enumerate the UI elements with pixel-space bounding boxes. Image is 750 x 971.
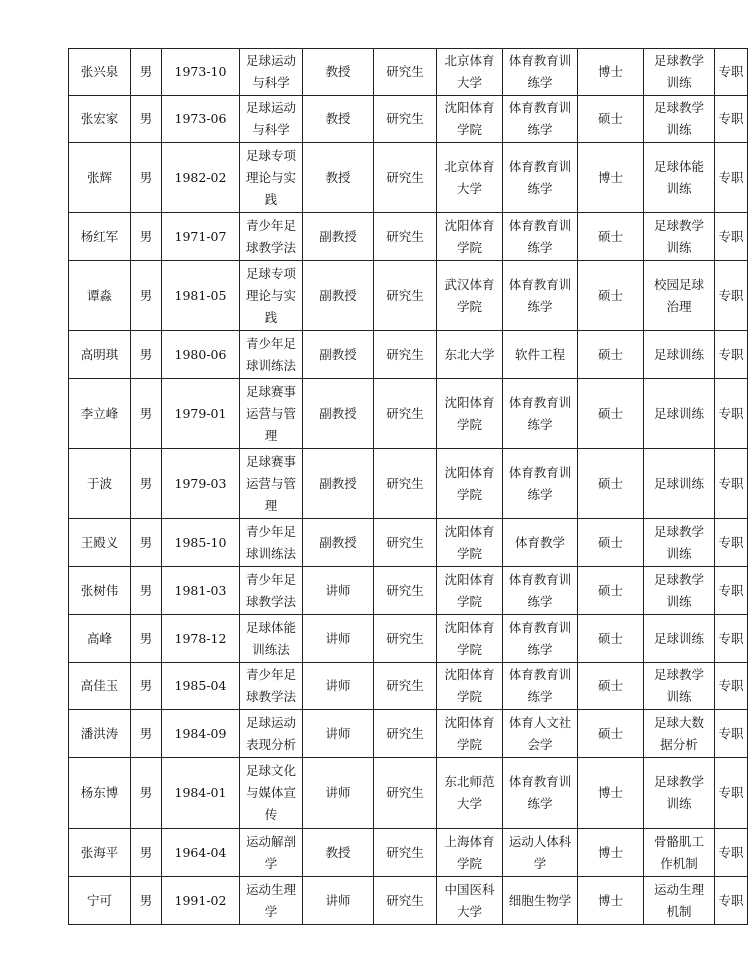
cell-education: 研究生 (374, 829, 437, 877)
cell-major: 体育教育训练学 (503, 96, 578, 143)
cell-major: 体育教育训练学 (503, 615, 578, 663)
cell-gender: 男 (131, 829, 162, 877)
cell-gender: 男 (131, 758, 162, 829)
cell-title: 讲师 (303, 567, 374, 615)
cell-name: 宁可 (69, 877, 131, 925)
cell-graduate-school: 沈阳体育学院 (437, 615, 503, 663)
cell-degree: 硕士 (578, 710, 644, 758)
cell-degree: 硕士 (578, 449, 644, 519)
cell-graduate-school: 沈阳体育学院 (437, 449, 503, 519)
cell-research-area: 足球训练 (644, 449, 715, 519)
cell-title: 副教授 (303, 379, 374, 449)
cell-birth: 1985-10 (162, 519, 240, 567)
cell-title: 讲师 (303, 615, 374, 663)
cell-gender: 男 (131, 877, 162, 925)
cell-major: 体育教育训练学 (503, 143, 578, 213)
cell-name: 高佳玉 (69, 663, 131, 710)
cell-birth: 1981-03 (162, 567, 240, 615)
cell-major: 体育人文社会学 (503, 710, 578, 758)
cell-graduate-school: 沈阳体育学院 (437, 567, 503, 615)
table-row (69, 615, 748, 663)
faculty-table (68, 48, 748, 925)
cell-birth: 1981-05 (162, 261, 240, 331)
cell-gender: 男 (131, 261, 162, 331)
table-row (69, 829, 748, 877)
cell-name: 杨东博 (69, 758, 131, 829)
cell-research-area: 足球训练 (644, 379, 715, 449)
cell-graduate-school: 上海体育学院 (437, 829, 503, 877)
cell-gender: 男 (131, 519, 162, 567)
faculty-table-body (69, 49, 748, 925)
cell-major: 体育教学 (503, 519, 578, 567)
cell-course: 青少年足球训练法 (240, 519, 303, 567)
cell-gender: 男 (131, 449, 162, 519)
cell-gender: 男 (131, 710, 162, 758)
cell-degree: 博士 (578, 829, 644, 877)
cell-major: 体育教育训练学 (503, 758, 578, 829)
cell-employment-type: 专职 (715, 449, 748, 519)
cell-research-area: 足球教学训练 (644, 663, 715, 710)
cell-major: 运动人体科学 (503, 829, 578, 877)
cell-employment-type: 专职 (715, 615, 748, 663)
cell-education: 研究生 (374, 519, 437, 567)
cell-degree: 硕士 (578, 96, 644, 143)
cell-name: 张辉 (69, 143, 131, 213)
cell-title: 教授 (303, 143, 374, 213)
cell-research-area: 足球大数据分析 (644, 710, 715, 758)
cell-research-area: 足球教学训练 (644, 213, 715, 261)
cell-course: 青少年足球教学法 (240, 663, 303, 710)
cell-gender: 男 (131, 96, 162, 143)
table-row (69, 567, 748, 615)
table-row (69, 449, 748, 519)
cell-graduate-school: 武汉体育学院 (437, 261, 503, 331)
cell-employment-type: 专职 (715, 710, 748, 758)
cell-birth: 1984-09 (162, 710, 240, 758)
cell-gender: 男 (131, 379, 162, 449)
cell-title: 讲师 (303, 758, 374, 829)
cell-major: 细胞生物学 (503, 877, 578, 925)
cell-employment-type: 专职 (715, 261, 748, 331)
cell-major: 体育教育训练学 (503, 567, 578, 615)
cell-degree: 硕士 (578, 331, 644, 379)
cell-education: 研究生 (374, 143, 437, 213)
table-row (69, 213, 748, 261)
cell-course: 足球运动表现分析 (240, 710, 303, 758)
cell-name: 王殿义 (69, 519, 131, 567)
cell-employment-type: 专职 (715, 758, 748, 829)
cell-name: 李立峰 (69, 379, 131, 449)
cell-name: 高峰 (69, 615, 131, 663)
table-row (69, 331, 748, 379)
cell-birth: 1971-07 (162, 213, 240, 261)
cell-graduate-school: 沈阳体育学院 (437, 96, 503, 143)
cell-graduate-school: 北京体育大学 (437, 143, 503, 213)
cell-gender: 男 (131, 615, 162, 663)
cell-research-area: 足球教学训练 (644, 519, 715, 567)
cell-gender: 男 (131, 331, 162, 379)
table-row (69, 261, 748, 331)
cell-birth: 1973-06 (162, 96, 240, 143)
cell-graduate-school: 东北师范大学 (437, 758, 503, 829)
cell-degree: 博士 (578, 143, 644, 213)
cell-name: 潘洪涛 (69, 710, 131, 758)
cell-education: 研究生 (374, 96, 437, 143)
cell-education: 研究生 (374, 213, 437, 261)
cell-gender: 男 (131, 213, 162, 261)
cell-education: 研究生 (374, 331, 437, 379)
cell-research-area: 足球教学训练 (644, 758, 715, 829)
cell-title: 教授 (303, 49, 374, 96)
cell-title: 讲师 (303, 710, 374, 758)
cell-birth: 1984-01 (162, 758, 240, 829)
cell-graduate-school: 沈阳体育学院 (437, 519, 503, 567)
cell-graduate-school: 北京体育大学 (437, 49, 503, 96)
cell-name: 高明琪 (69, 331, 131, 379)
cell-birth: 1982-02 (162, 143, 240, 213)
cell-employment-type: 专职 (715, 331, 748, 379)
cell-major: 体育教育训练学 (503, 663, 578, 710)
cell-gender: 男 (131, 143, 162, 213)
cell-birth: 1978-12 (162, 615, 240, 663)
cell-gender: 男 (131, 663, 162, 710)
cell-employment-type: 专职 (715, 663, 748, 710)
table-row (69, 49, 748, 96)
cell-course: 运动生理学 (240, 877, 303, 925)
cell-employment-type: 专职 (715, 829, 748, 877)
cell-course: 足球专项理论与实践 (240, 143, 303, 213)
cell-birth: 1973-10 (162, 49, 240, 96)
cell-employment-type: 专职 (715, 379, 748, 449)
cell-employment-type: 专职 (715, 567, 748, 615)
cell-major: 体育教育训练学 (503, 261, 578, 331)
cell-employment-type: 专职 (715, 519, 748, 567)
cell-employment-type: 专职 (715, 49, 748, 96)
cell-degree: 硕士 (578, 567, 644, 615)
cell-major: 体育教育训练学 (503, 213, 578, 261)
cell-research-area: 足球教学训练 (644, 567, 715, 615)
cell-education: 研究生 (374, 615, 437, 663)
cell-course: 运动解剖学 (240, 829, 303, 877)
cell-gender: 男 (131, 49, 162, 96)
cell-name: 张兴泉 (69, 49, 131, 96)
cell-research-area: 骨骼肌工作机制 (644, 829, 715, 877)
cell-title: 副教授 (303, 519, 374, 567)
cell-degree: 硕士 (578, 213, 644, 261)
cell-employment-type: 专职 (715, 877, 748, 925)
cell-research-area: 足球体能训练 (644, 143, 715, 213)
cell-gender: 男 (131, 567, 162, 615)
cell-degree: 硕士 (578, 663, 644, 710)
cell-education: 研究生 (374, 663, 437, 710)
cell-course: 足球运动与科学 (240, 96, 303, 143)
cell-course: 足球赛事运营与管理 (240, 449, 303, 519)
cell-education: 研究生 (374, 567, 437, 615)
cell-employment-type: 专职 (715, 96, 748, 143)
cell-degree: 博士 (578, 877, 644, 925)
cell-education: 研究生 (374, 379, 437, 449)
cell-employment-type: 专职 (715, 143, 748, 213)
cell-education: 研究生 (374, 449, 437, 519)
cell-birth: 1991-02 (162, 877, 240, 925)
table-row (69, 143, 748, 213)
cell-research-area: 校园足球治理 (644, 261, 715, 331)
cell-employment-type: 专职 (715, 213, 748, 261)
cell-graduate-school: 沈阳体育学院 (437, 213, 503, 261)
cell-degree: 硕士 (578, 261, 644, 331)
cell-title: 副教授 (303, 213, 374, 261)
cell-birth: 1985-04 (162, 663, 240, 710)
cell-course: 青少年足球教学法 (240, 567, 303, 615)
cell-graduate-school: 沈阳体育学院 (437, 379, 503, 449)
table-row (69, 379, 748, 449)
cell-title: 副教授 (303, 331, 374, 379)
cell-graduate-school: 东北大学 (437, 331, 503, 379)
cell-title: 教授 (303, 96, 374, 143)
cell-birth: 1964-04 (162, 829, 240, 877)
cell-name: 张海平 (69, 829, 131, 877)
cell-education: 研究生 (374, 49, 437, 96)
cell-degree: 博士 (578, 49, 644, 96)
table-row (69, 877, 748, 925)
cell-birth: 1980-06 (162, 331, 240, 379)
table-row (69, 710, 748, 758)
cell-major: 体育教育训练学 (503, 49, 578, 96)
cell-course: 青少年足球训练法 (240, 331, 303, 379)
cell-name: 张宏家 (69, 96, 131, 143)
cell-research-area: 足球训练 (644, 331, 715, 379)
cell-degree: 硕士 (578, 519, 644, 567)
table-row (69, 758, 748, 829)
cell-course: 足球文化与媒体宣传 (240, 758, 303, 829)
table-row (69, 96, 748, 143)
cell-research-area: 足球教学训练 (644, 49, 715, 96)
cell-course: 足球赛事运营与管理 (240, 379, 303, 449)
cell-education: 研究生 (374, 758, 437, 829)
cell-title: 讲师 (303, 663, 374, 710)
cell-graduate-school: 中国医科大学 (437, 877, 503, 925)
cell-major: 软件工程 (503, 331, 578, 379)
cell-title: 副教授 (303, 261, 374, 331)
table-row (69, 519, 748, 567)
cell-education: 研究生 (374, 261, 437, 331)
cell-course: 青少年足球教学法 (240, 213, 303, 261)
cell-title: 副教授 (303, 449, 374, 519)
cell-birth: 1979-03 (162, 449, 240, 519)
cell-name: 谭淼 (69, 261, 131, 331)
cell-degree: 硕士 (578, 615, 644, 663)
cell-title: 讲师 (303, 877, 374, 925)
cell-research-area: 足球教学训练 (644, 96, 715, 143)
cell-graduate-school: 沈阳体育学院 (437, 710, 503, 758)
cell-course: 足球专项理论与实践 (240, 261, 303, 331)
cell-name: 于波 (69, 449, 131, 519)
cell-name: 张树伟 (69, 567, 131, 615)
cell-title: 教授 (303, 829, 374, 877)
cell-degree: 硕士 (578, 379, 644, 449)
cell-education: 研究生 (374, 710, 437, 758)
cell-course: 足球运动与科学 (240, 49, 303, 96)
cell-name: 杨红军 (69, 213, 131, 261)
cell-major: 体育教育训练学 (503, 379, 578, 449)
cell-course: 足球体能训练法 (240, 615, 303, 663)
cell-degree: 博士 (578, 758, 644, 829)
cell-education: 研究生 (374, 877, 437, 925)
cell-graduate-school: 沈阳体育学院 (437, 663, 503, 710)
table-row (69, 663, 748, 710)
cell-research-area: 足球训练 (644, 615, 715, 663)
cell-research-area: 运动生理机制 (644, 877, 715, 925)
cell-major: 体育教育训练学 (503, 449, 578, 519)
cell-birth: 1979-01 (162, 379, 240, 449)
